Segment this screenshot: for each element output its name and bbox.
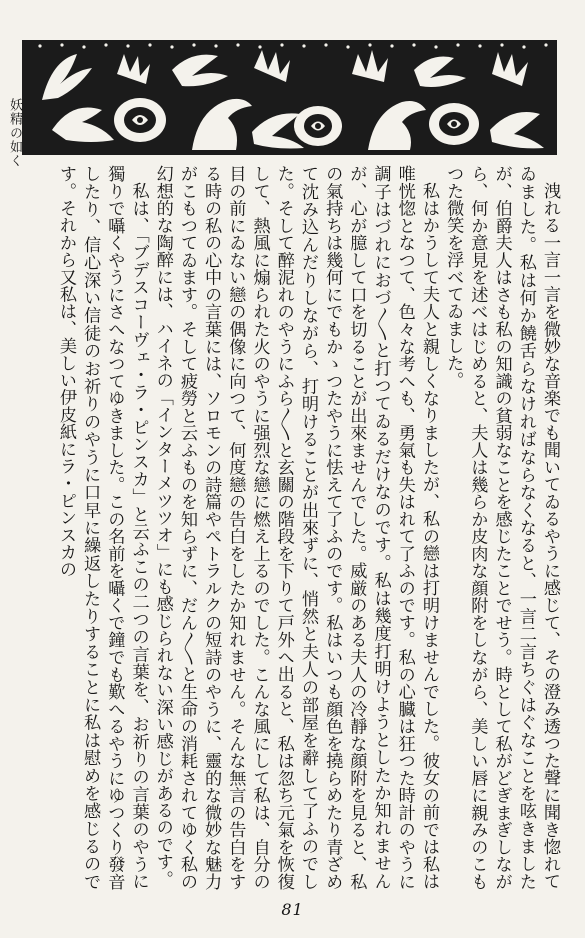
page-number: 81 [281,900,304,919]
paragraph: 私はかうして夫人と親しくなりましたが、私の戀は打明けませんでした。彼女の前では私は唯恍惚となつて、色々な考へも、勇氣も失はれて了ふのです。私の心臓は狂つた時計のやうに調子はづれにおづ〳〵と打つてゐるだけなのです。私は幾度打明けようとしたか知れませんが、心が臆して口を切ることが出來ませんでした。威厳のある夫人の冷靜な顔附を見ると、私の氣持ちは幾何にでもかゝつたやうに怯えて了ふのです。私はいつも顔色を撓らめたり青ざめて沈み込んだりしながら、打明けることが出來ずに、悄然と夫人の部屋を辭して了ふのでした。そして醉泥れのやうにふら〳〵と玄關の階段を下りて戸外へ出ると、私は忽ち元氣を恢復して、熱風に煽られた火のやうに强烈な戀に燃え上るのでした。こんな風にして私は、自分の目の前にゐない戀の偶像に向つて、何度戀の告白をしたか知れません。そんな無言の告白をする時の私の心中の言葉には、ソロモンの詩篇やペトラルクの短詩のやうに、靈的な微妙な魅力がこもつてゐます。そして疲勞と云ふものを知らずに、だん〳〵と生命の消耗されてゆく私の幻想的な陶醉には、ハイネの「インターメツツオ」にも感じられない深い感じがあるのです。 [152,165,439,890]
ornamental-header-illustration [22,40,557,155]
paragraph: 私は、「ブデスコーヴェ・ラ・ピンスカ」と云ふこの二つの言葉を、お祈りの言葉のやうに獨りで囁くやうにさへなつてゆきました。この名前を囁くで鐘でも歎へるやうにゆつくり發音したり、信心深い信徒のお祈りのやうに口早に繰返したりすることに私は慰めを感じるのです。それから又私は、美しい伊皮紙にラ・ピンスカの [55,165,149,890]
running-title: 妖精の如く [7,98,22,168]
body-text [22,165,562,890]
paragraph: 洩れる一言一言を微妙な音楽でも聞いてゐるやうに感じて、その澄み透つた聲に聞き惚れてゐました。私は何か饒舌らなければならなくなると、一言二言ちぐはぐなことを呟きましたが、伯爵夫人はさも私の知識の貧弱なことを感じたことでせう。時として私がどぎまぎしながら、何か意見を述べはじめると、夫人は幾らか皮肉な顔附をしながら、美しい唇に親みのこもつた微笑を浮べてゐました。 [443,165,560,890]
